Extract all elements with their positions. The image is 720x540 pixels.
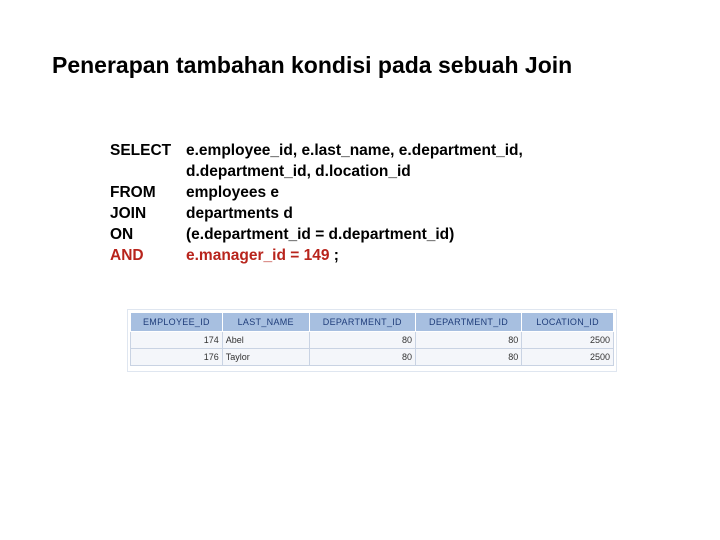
table-header-row <box>131 313 614 332</box>
query-result-table <box>130 312 614 366</box>
cell-department-id: 80 <box>309 332 415 349</box>
cell-employee-id: 176 <box>131 349 223 366</box>
cell-employee-id: 174 <box>131 332 223 349</box>
cell-department-id: 80 <box>309 349 415 366</box>
column-header-last-name: LAST_NAME <box>222 313 309 332</box>
cell-location-id: 2500 <box>522 349 614 366</box>
sql-on-condition: (e.department_id = d.department_id) <box>186 226 455 243</box>
sql-from-table: employees e <box>186 184 280 201</box>
sql-and-condition: e.manager_id = 149 <box>186 247 330 264</box>
sql-keyword-select: SELECT <box>110 142 172 159</box>
sql-and-condition-wrap <box>186 245 339 266</box>
sql-select-columns: e.employee_id, e.last_name, e.department_id, <box>186 142 523 159</box>
column-header-location-id: LOCATION_ID <box>522 313 614 332</box>
column-header-employee-id: EMPLOYEE_ID <box>131 313 223 332</box>
cell-department-id-2: 80 <box>415 332 521 349</box>
table-row <box>131 349 614 366</box>
cell-location-id: 2500 <box>522 332 614 349</box>
sql-join-table: departments d <box>186 205 293 222</box>
sql-keyword-on: ON <box>110 226 134 243</box>
sql-keyword-from: FROM <box>110 184 156 201</box>
cell-last-name: Abel <box>222 332 309 349</box>
cell-last-name: Taylor <box>222 349 309 366</box>
column-header-department-id: DEPARTMENT_ID <box>309 313 415 332</box>
sql-terminator: ; <box>329 247 339 264</box>
table-row <box>131 332 614 349</box>
sql-select-columns-continued: d.department_id, d.location_id <box>186 163 411 180</box>
sql-keyword-join: JOIN <box>110 205 147 222</box>
column-header-department-id-2: DEPARTMENT_ID <box>415 313 521 332</box>
sql-keyword-and: AND <box>110 247 144 264</box>
cell-department-id-2: 80 <box>415 349 521 366</box>
slide-title: Penerapan tambahan kondisi pada sebuah Join <box>52 52 573 78</box>
